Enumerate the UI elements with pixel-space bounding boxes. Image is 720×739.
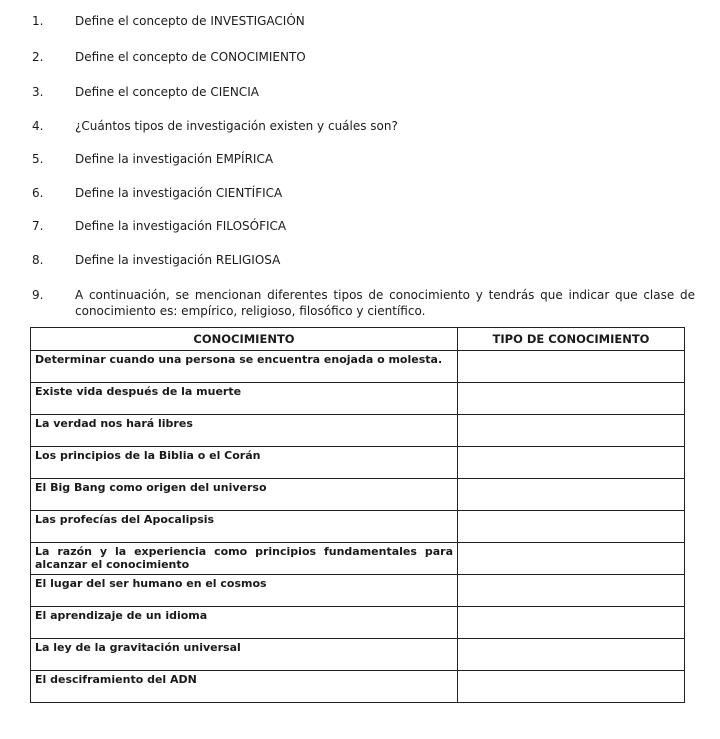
- question-text: ¿Cuántos tipos de investigación existen y cuáles son?: [75, 119, 398, 133]
- table-row: [31, 575, 685, 607]
- question-number: 1.: [32, 14, 44, 28]
- tipo-answer-cell[interactable]: [458, 639, 685, 671]
- conocimiento-cell: Los principios de la Biblia o el Corán: [31, 447, 458, 479]
- tipo-answer-cell[interactable]: [458, 351, 685, 383]
- question-number: 6.: [32, 186, 44, 200]
- tipo-answer-cell[interactable]: [458, 479, 685, 511]
- table-row: [31, 671, 685, 703]
- tipo-answer-cell[interactable]: [458, 511, 685, 543]
- conocimiento-cell: El aprendizaje de un idioma: [31, 607, 458, 639]
- conocimiento-cell: Existe vida después de la muerte: [31, 383, 458, 415]
- table-header-row: [31, 328, 685, 351]
- table-row: [31, 415, 685, 447]
- question-text: Define el concepto de INVESTIGACIÓN: [75, 14, 305, 28]
- table-row: [31, 479, 685, 511]
- table-row: [31, 639, 685, 671]
- conocimiento-cell: Determinar cuando una persona se encuentra enojada o molesta.: [31, 351, 458, 383]
- question-text: Define la investigación FILOSÓFICA: [75, 219, 287, 233]
- table-row: [31, 511, 685, 543]
- question-number: 5.: [32, 152, 44, 166]
- tipo-answer-cell[interactable]: [458, 543, 685, 575]
- tipo-answer-cell[interactable]: [458, 575, 685, 607]
- question-number: 2.: [32, 50, 44, 64]
- tipo-answer-cell[interactable]: [458, 447, 685, 479]
- conocimiento-cell: La razón y la experiencia como principios fundamentales para alcanzar el conocimiento: [31, 543, 458, 575]
- conocimiento-cell: Las profecías del Apocalipsis: [31, 511, 458, 543]
- knowledge-table: [30, 327, 685, 703]
- table-row: [31, 447, 685, 479]
- question-text: Define la investigación CIENTÍFICA: [75, 186, 283, 200]
- conocimiento-cell: El desciframiento del ADN: [31, 671, 458, 703]
- table-row: [31, 543, 685, 575]
- tipo-answer-cell[interactable]: [458, 607, 685, 639]
- column-header-tipo: TIPO DE CONOCIMIENTO: [458, 328, 685, 351]
- conocimiento-cell: El lugar del ser humano en el cosmos: [31, 575, 458, 607]
- tipo-answer-cell[interactable]: [458, 415, 685, 447]
- question-text: Define la investigación RELIGIOSA: [75, 253, 281, 267]
- question-text: Define la investigación EMPÍRICA: [75, 152, 274, 166]
- conocimiento-cell: La verdad nos hará libres: [31, 415, 458, 447]
- table-row: [31, 383, 685, 415]
- tipo-answer-cell[interactable]: [458, 383, 685, 415]
- table-row: [31, 607, 685, 639]
- question-text: A continuación, se mencionan diferentes tipos de conocimiento y tendrás que indicar que clase de conocimiento es: empírico, religioso, filosófico y científico.: [75, 288, 695, 318]
- tipo-answer-cell[interactable]: [458, 671, 685, 703]
- question-number: 4.: [32, 119, 44, 133]
- question-number: 3.: [32, 85, 44, 99]
- question-number: 7.: [32, 219, 44, 233]
- conocimiento-cell: El Big Bang como origen del universo: [31, 479, 458, 511]
- conocimiento-cell: La ley de la gravitación universal: [31, 639, 458, 671]
- question-number: 8.: [32, 253, 44, 267]
- question-text: Define el concepto de CIENCIA: [75, 85, 259, 99]
- question-number: 9.: [32, 288, 44, 302]
- table-row: [31, 351, 685, 383]
- question-text: Define el concepto de CONOCIMIENTO: [75, 50, 306, 64]
- column-header-conocimiento: CONOCIMIENTO: [31, 328, 458, 351]
